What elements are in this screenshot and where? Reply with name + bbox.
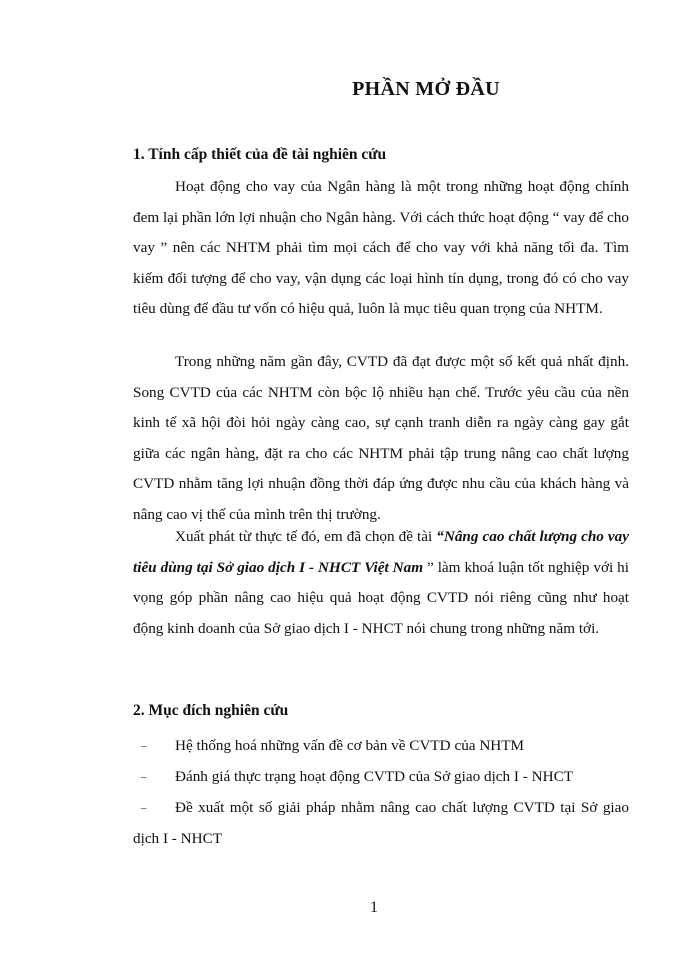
topic-intro-text: Xuất phát từ thực tế đó, em đã chọn đề tài — [175, 528, 437, 545]
objective-item — [133, 762, 629, 793]
objective-item — [133, 793, 629, 854]
objective-text: Hệ thống hoá những vấn đề cơ bản về CVTD của NHTM — [175, 737, 525, 754]
page-title: PHẦN MỞ ĐẦU — [352, 78, 500, 100]
thesis-title-emphasis: “Nâng cao chất lượng cho vay tiêu dùng tại Sở giao dịch I - NHCT Việt Nam — [133, 528, 629, 576]
objective-text: Đánh giá thực trạng hoạt động CVTD của Sở giao dịch I - NHCT — [175, 768, 573, 785]
objective-item — [133, 731, 629, 762]
section-heading-objectives: 2. Mục đích nghiên cứu — [133, 702, 289, 719]
page-number: 1 — [370, 899, 378, 916]
objective-text: Đề xuất một số giải pháp nhằm nâng cao chất lượng CVTD tại Sở giao dịch I - NHCT — [133, 799, 629, 847]
paragraph-lending-activity: Hoạt động cho vay của Ngân hàng là một trong những hoạt động chính đem lại phần lớn lợi nhuận cho Ngân hàng. Với cách thức hoạt động “ vay để cho vay ” nên các NHTM phải tìm mọi cách để cho vay với khả năng tối đa. Tìm kiếm đối tượng để cho vay, vận dụng các loại hình tín dụng, trong đó có cho vay tiêu dùng để đầu tư vốn có hiệu quả, luôn là mục tiêu quan trọng của NHTM. — [133, 178, 629, 318]
bullet-dash-icon: – — [141, 740, 147, 752]
paragraph-recent-years: Trong những năm gần đây, CVTD đã đạt được một số kết quả nhất định. Song CVTD của các NHTM còn bộc lộ nhiều hạn chế. Trước yêu cầu của nền kinh tế xã hội đòi hỏi ngày càng cao, sự cạnh tranh diễn ra ngày càng gay gắt giữa các ngân hàng, đặt ra cho các NHTM phải tập trung nâng cao chất lượng CVTD nhằm tăng lợi nhuận đồng thời đáp ứng được nhu cầu của khách hàng và nâng cao vị thế của mình trên thị trường. — [133, 353, 629, 523]
bullet-dash-icon: – — [141, 802, 147, 814]
paragraph-topic-choice — [133, 522, 629, 644]
topic-outro-text: ” làm khoá luận tốt nghiệp với hi vọng góp phần nâng cao hiệu quả hoạt động CVTD nói riêng cũng như hoạt động kinh doanh của Sở giao dịch I - NHCT nói chung trong những năm tới. — [133, 558, 629, 637]
bullet-dash-icon: – — [141, 771, 147, 783]
section-heading-urgency: 1. Tính cấp thiết của đề tài nghiên cứu — [133, 146, 387, 163]
